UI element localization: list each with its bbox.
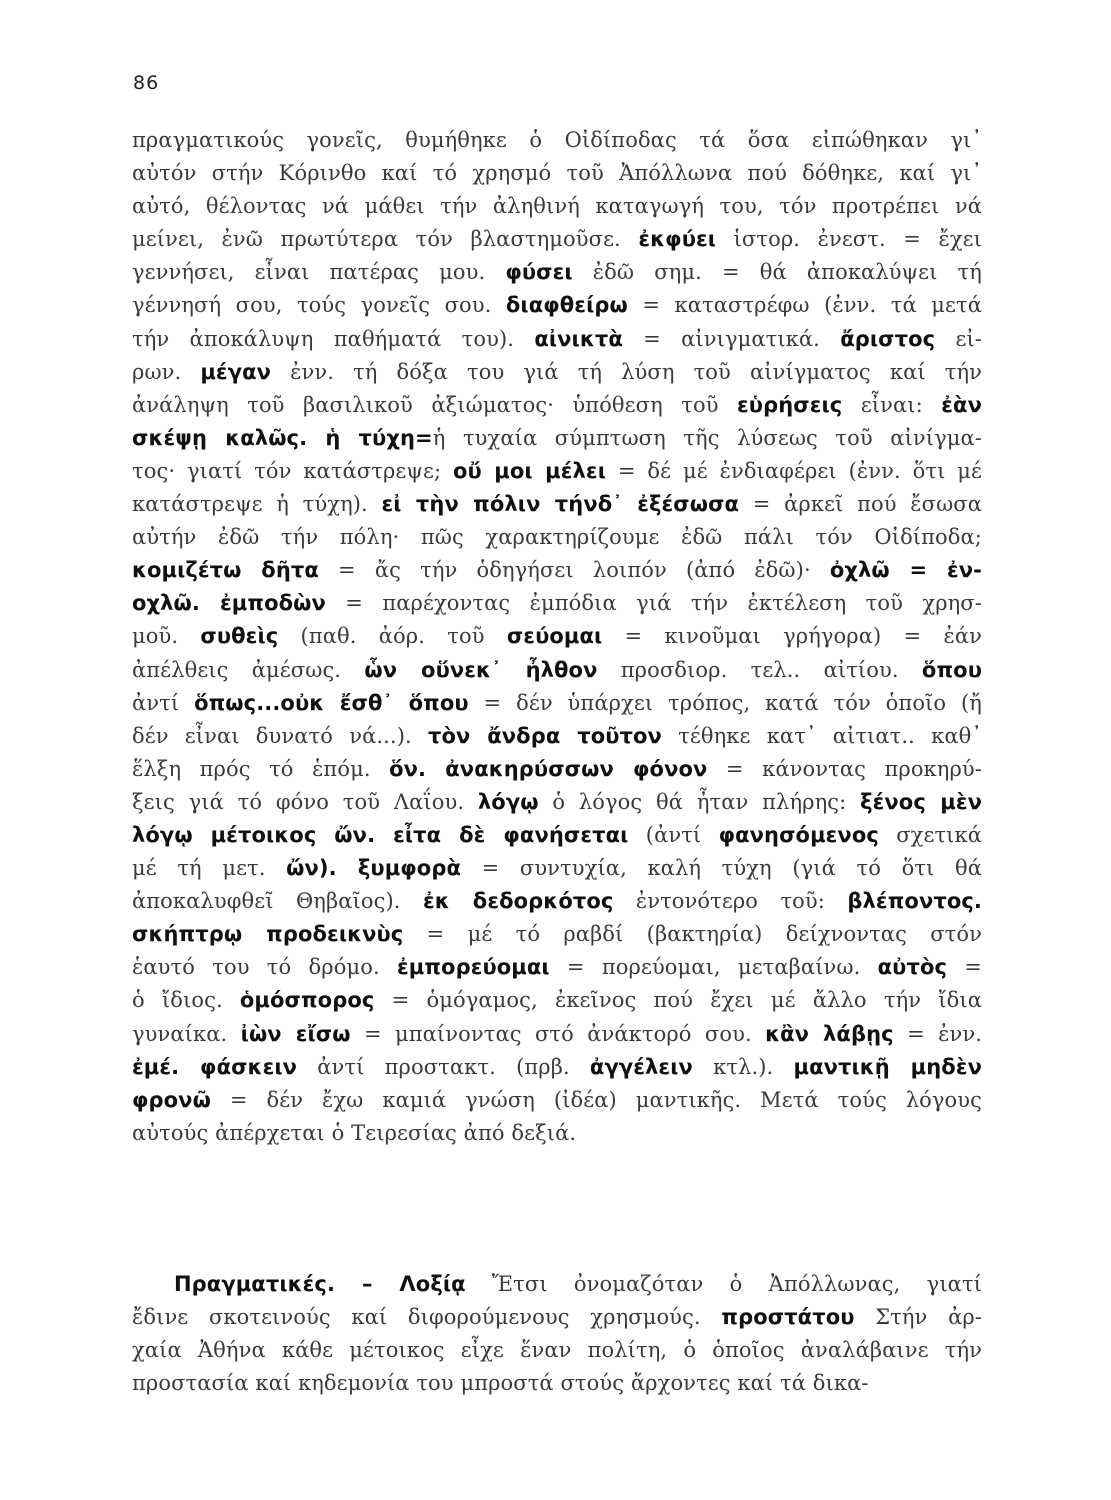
section-pragmatikes — [132, 1268, 982, 1400]
gloss-text: = δέ μέ ἐνδιαφέρει (ἐνν. ὅτι μέ — [605, 458, 982, 483]
text-line — [132, 620, 982, 653]
lemma-term: ἰὼν εἴσω — [240, 1021, 351, 1046]
gloss-text: αὐτήν ἐδῶ τήν πόλη· πῶς χαρακτηρίζουμε ἐδῶ πάλι τόν Οἰδίποδα; — [132, 525, 982, 550]
gloss-text: δέν εἶναι δυνατό νά...). — [132, 723, 428, 748]
lemma-term: φύσει — [505, 260, 573, 285]
gloss-text: αὐτούς ἀπέρχεται ὁ Τειρεσίας ἀπό δεξιά. — [132, 1120, 577, 1145]
gloss-text: = παρέχοντας ἐμπόδια γιά τήν ἐκτέλεση τοῦ χρησ- — [325, 591, 982, 616]
lemma-term: κομιζέτω δῆτα — [132, 558, 319, 583]
lemma-term: ἐκφύει — [638, 227, 717, 252]
gloss-text: (ἀντί — [628, 822, 719, 847]
text-line — [132, 323, 982, 356]
gloss-text: = μπαίνοντας στό ἀνάκτορό σου. — [350, 1021, 766, 1046]
gloss-text: Στήν ἀρ- — [854, 1305, 982, 1330]
text-line — [132, 654, 982, 687]
gloss-text: χαία Ἀθήνα κάθε μέτοικος εἶχε ἕναν πολίτη, ὁ ὁποῖος ἀναλάβαινε τήν — [132, 1338, 982, 1363]
lemma-term: ξένος μὲν — [860, 789, 983, 814]
text-line — [132, 455, 982, 488]
text-line — [132, 786, 982, 819]
text-line — [132, 687, 982, 720]
gloss-text: σχετικά — [878, 822, 982, 847]
gloss-text: αὐτό, θέλοντας νά μάθει τήν ἀληθινή καταγωγή του, τόν προτρέπει νά — [132, 194, 982, 219]
lemma-term: Πραγματικές. – Λοξίᾳ — [174, 1272, 466, 1296]
lemma-term: φανησόμενος — [718, 822, 879, 847]
gloss-text: = δέν ὑπάρχει τρόπος, κατά τόν ὁποῖο (ἤ — [468, 690, 982, 715]
text-line — [132, 422, 982, 455]
gloss-text: ξεις γιά τό φόνο τοῦ Λαΐου. — [132, 789, 478, 814]
gloss-text: = πορεύομαι, μεταβαίνω. — [549, 955, 878, 980]
lemma-term: διαφθείρω — [505, 293, 628, 318]
gloss-text: εἰ- — [935, 326, 982, 351]
lemma-term: αὐτὸς — [877, 955, 948, 980]
lemma-term: τὸν ἄνδρα τοῦτον — [427, 723, 662, 748]
section-line — [132, 1367, 982, 1400]
gloss-text: προσδιορ. τελ.. αἰτίου. — [597, 657, 922, 682]
commentary-notes — [132, 124, 982, 1150]
gloss-text: = καταστρέφω (ἐνν. τά μετά — [627, 293, 982, 318]
gloss-text: ρων. — [132, 359, 201, 384]
text-line — [132, 1051, 982, 1084]
gloss-text: = κάνοντας προκηρύ- — [707, 756, 982, 781]
text-line — [132, 554, 982, 587]
gloss-text: μέ τή μετ. — [132, 856, 287, 881]
lemma-term: λόγῳ μέτοικος ὤν. εἶτα δὲ φανήσεται — [132, 822, 629, 847]
gloss-text: γεννήσει, εἶναι πατέρας μου. — [132, 260, 506, 285]
gloss-text: ἀποκαλυφθεῖ Θηβαῖος). — [132, 889, 423, 914]
gloss-text: ἐδῶ σημ. = θά ἀποκαλύψει τή — [572, 260, 982, 285]
text-line — [132, 951, 982, 984]
gloss-text: = ὁμόγαμος, ἐκεῖνος πού ἔχει μέ ἄλλο τήν ἴδια — [374, 988, 982, 1013]
gloss-text: μείνει, ἐνῶ πρωτύτερα τόν βλαστημοῦσε. — [132, 227, 639, 252]
gloss-text: ἕλξη πρός τό ἑπόμ. — [132, 756, 390, 781]
gloss-text: εἶναι: — [842, 392, 942, 417]
gloss-text: γέννησή σου, τούς γονεῖς σου. — [132, 293, 506, 318]
gloss-text: (παθ. ἀόρ. τοῦ — [278, 624, 507, 649]
gloss-text: ἀπέλθεις ἀμέσως. — [132, 657, 365, 682]
text-line — [132, 256, 982, 289]
gloss-text: = μέ τό ραβδί (βακτηρία) δείχνοντας στόν — [403, 922, 982, 947]
text-line — [132, 521, 982, 554]
text-line — [132, 223, 982, 256]
lemma-term: ὀχλῶ = ἐν- — [829, 558, 982, 583]
lemma-term: φρονῶ — [132, 1087, 211, 1112]
page-number: 86 — [133, 72, 160, 94]
gloss-text: = ἄς τήν ὁδηγήσει λοιπόν (ἀπό ἐδῶ)· — [318, 558, 830, 583]
section-line — [132, 1268, 982, 1301]
lemma-term: εὑρήσεις — [737, 392, 843, 417]
text-line — [132, 720, 982, 753]
gloss-text: ἔδινε σκοτεινούς καί διφορούμενους χρησμούς. — [132, 1305, 722, 1330]
text-line — [132, 356, 982, 389]
lemma-term: οχλῶ. ἐμποδὼν — [132, 591, 326, 616]
gloss-text: = συντυχία, καλή τύχη (γιά τό ὅτι θά — [460, 856, 982, 881]
lemma-term: αἰνικτὰ — [534, 326, 623, 351]
gloss-text: τος· γιατί τόν κατάστρεψε; — [132, 458, 453, 483]
lemma-term: ἐμέ. φάσκειν — [132, 1054, 298, 1079]
lemma-term: ὤν). ξυμφορὰ — [286, 856, 461, 881]
lemma-term: ὁμόσπορος — [239, 988, 375, 1013]
lemma-term: προστάτου — [721, 1305, 855, 1330]
lemma-term: ἐκ δεδορκότος — [422, 889, 614, 914]
lemma-term: ἐὰν — [941, 392, 982, 417]
text-line — [132, 918, 982, 951]
text-line — [132, 389, 982, 422]
text-line — [132, 819, 982, 852]
lemma-term: βλέποντος. — [847, 889, 982, 914]
gloss-text: ἀνάληψη τοῦ βασιλικοῦ ἀξιώματος· ὑπόθεση τοῦ — [132, 392, 738, 417]
gloss-text: = αἰνιγματικά. — [622, 326, 841, 351]
gloss-text: = δέν ἔχω καμιά γνώση (ἰδέα) μαντικῆς. Μετά τούς λόγους — [210, 1087, 982, 1112]
gloss-text: ὁ λόγος θά ἦταν πλήρης: — [538, 789, 861, 814]
gloss-text: ἀντί — [132, 690, 195, 715]
lemma-term: σκήπτρῳ προδεικνὺς — [132, 922, 404, 947]
gloss-text: κτλ.). — [692, 1054, 794, 1079]
text-line — [132, 488, 982, 521]
text-line — [132, 984, 982, 1017]
gloss-text: ἡ τυχαία σύμπτωση τῆς λύσεως τοῦ αἰνίγμα- — [432, 425, 982, 450]
lemma-term: ἐμπορεύομαι — [396, 955, 550, 980]
lemma-term: ὅν. ἀνακηρύσσων φόνον — [389, 756, 708, 781]
text-line — [132, 1117, 982, 1150]
gloss-text: αὐτόν στήν Κόρινθο καί τό χρησμό τοῦ Ἀπόλλωνα πού δόθηκε, καί γι᾿ — [132, 161, 982, 186]
lemma-term: ὅπως...οὐκ ἔσθ᾿ ὅπου — [194, 690, 469, 715]
gloss-text: ὁ ἴδιος. — [132, 988, 240, 1013]
gloss-text: = ἀρκεῖ πού ἔσωσα — [739, 492, 983, 517]
lemma-term: λόγῳ — [477, 789, 539, 814]
text-line — [132, 753, 982, 786]
gloss-text: ἐντονότερο τοῦ: — [613, 889, 848, 914]
text-line — [132, 190, 982, 223]
gloss-text: = κινοῦμαι γρήγορα) = ἐάν — [602, 624, 982, 649]
gloss-text: πραγματικούς γονεῖς, θυμήθηκε ὁ Οἰδίποδας τά ὅσα εἰπώθηκαν γι᾿ — [132, 128, 982, 152]
section-line — [132, 1301, 982, 1334]
gloss-text: κατάστρεψε ἡ τύχη). — [132, 492, 382, 517]
gloss-text: ἑαυτό του τό δρόμο. — [132, 955, 397, 980]
lemma-term: κἂν λάβῃς — [765, 1021, 894, 1046]
gloss-text: Ἔτσι ὀνομαζόταν ὁ Ἀπόλλωνας, γιατί — [465, 1272, 982, 1296]
lemma-term: μαντικῇ μηδὲν — [793, 1054, 983, 1079]
lemma-term: ἀγγέλειν — [589, 1054, 693, 1079]
section-line — [132, 1334, 982, 1367]
lemma-term: μέγαν — [200, 359, 272, 384]
gloss-text: τέθηκε κατ᾿ αἰτιατ.. καθ᾿ — [661, 723, 982, 748]
lemma-term: οὔ μοι μέλει — [453, 458, 606, 483]
gloss-text: μοῦ. — [132, 624, 201, 649]
gloss-text: γυναίκα. — [132, 1021, 241, 1046]
lemma-term: ὧν οὕνεκ᾿ ἦλθον — [364, 657, 598, 682]
lemma-term: σεύομαι — [506, 624, 603, 649]
gloss-text: προστασία καί κηδεμονία του μπροστά στούς ἄρχοντες καί τά δικα- — [132, 1371, 869, 1396]
text-line — [132, 1084, 982, 1117]
gloss-text: ἐνν. τή δόξα του γιά τή λύση τοῦ αἰνίγματος καί τήν — [271, 359, 982, 384]
gloss-text: = — [947, 955, 982, 980]
lemma-term: ἄριστος — [840, 326, 936, 351]
gloss-text: = ἐνν. — [893, 1021, 983, 1046]
text-line — [132, 157, 982, 190]
gloss-text: ἱστορ. ἐνεστ. = ἔχει — [716, 227, 982, 252]
lemma-term: σκέψῃ καλῶς. ἡ τύχη= — [132, 425, 433, 450]
lemma-term: συθεὶς — [200, 624, 279, 649]
gloss-text: τήν ἀποκάλυψη παθήματά του). — [132, 326, 535, 351]
lemma-term: ὅπου — [921, 657, 982, 682]
lemma-term: εἰ τὴν πόλιν τήνδ᾿ ἐξέσωσα — [381, 492, 740, 517]
text-line — [132, 852, 982, 885]
text-line — [132, 289, 982, 322]
text-line — [132, 885, 982, 918]
gloss-text: ἀντί προστακτ. (πρβ. — [297, 1054, 590, 1079]
text-line — [132, 587, 982, 620]
text-line — [132, 124, 982, 157]
text-line — [132, 1018, 982, 1051]
